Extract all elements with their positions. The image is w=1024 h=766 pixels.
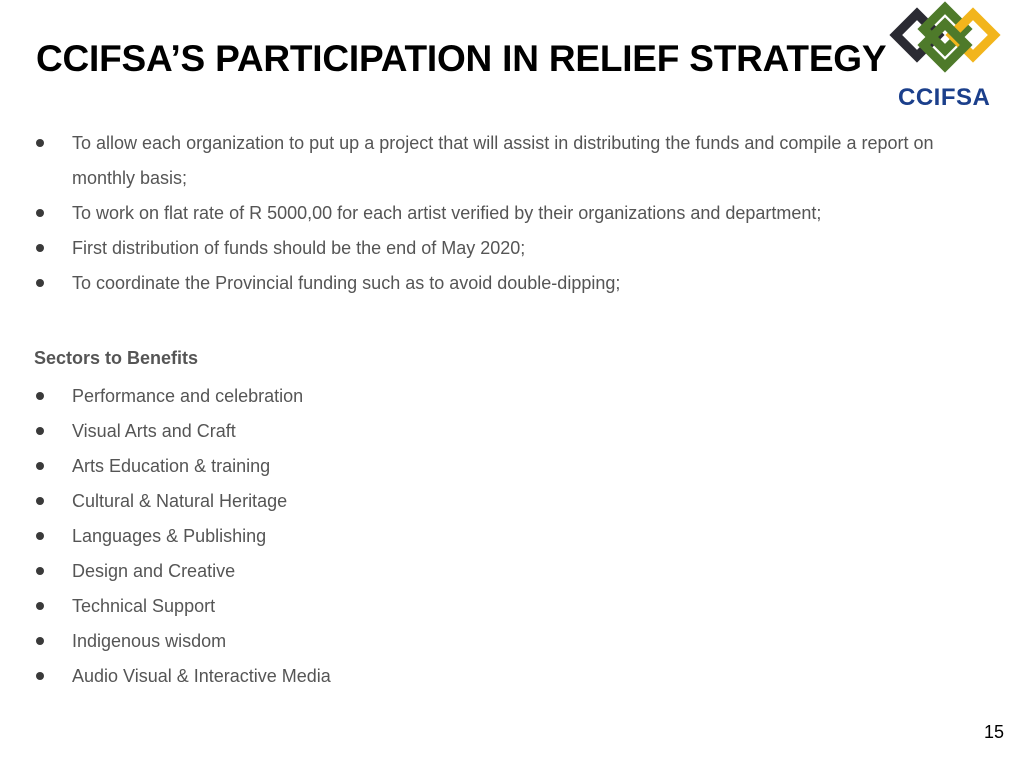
intro-list	[34, 126, 984, 301]
list-item: Visual Arts and Craft	[34, 414, 984, 449]
logo-wordmark: CCIFSA	[898, 84, 991, 111]
list-item: To allow each organization to put up a project that will assist in distributing the funds and compile a report on monthly basis;	[34, 126, 984, 196]
sectors-list	[34, 379, 984, 694]
list-item: First distribution of funds should be the end of May 2020;	[34, 231, 984, 266]
list-item: Indigenous wisdom	[34, 624, 984, 659]
list-item: Languages & Publishing	[34, 519, 984, 554]
ccifsa-logo	[888, 0, 1018, 112]
page-number: 15	[984, 722, 1005, 742]
list-item: To work on flat rate of R 5000,00 for each artist verified by their organizations and department;	[34, 196, 984, 231]
list-item: Technical Support	[34, 589, 984, 624]
ccifsa-logo-icon	[888, 0, 1018, 90]
list-item: Audio Visual & Interactive Media	[34, 659, 984, 694]
list-item: Design and Creative	[34, 554, 984, 589]
list-item: Cultural & Natural Heritage	[34, 484, 984, 519]
list-item: Arts Education & training	[34, 449, 984, 484]
sectors-heading: Sectors to Benefits	[34, 348, 199, 368]
slide-title: CCIFSA’S PARTICIPATION IN RELIEF STRATEGY	[36, 38, 887, 79]
list-item: Performance and celebration	[34, 379, 984, 414]
list-item: To coordinate the Provincial funding such as to avoid double-dipping;	[34, 266, 984, 301]
